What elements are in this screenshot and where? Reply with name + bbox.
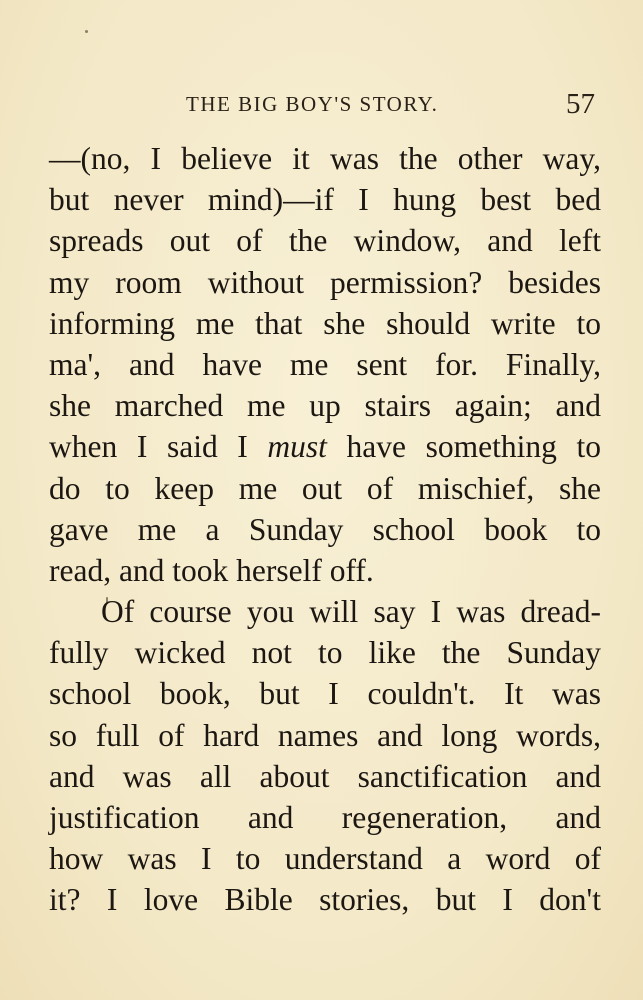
running-head bbox=[0, 88, 643, 124]
ink-speck bbox=[85, 30, 88, 33]
body-text bbox=[49, 138, 601, 921]
text-line: gave me a Sunday school book to bbox=[49, 511, 601, 547]
text-line: do to keep me out of mischief, she bbox=[49, 470, 601, 506]
text-line: and was all about sanctification and bbox=[49, 758, 601, 794]
text-line: but never mind)—if I hung best bed bbox=[49, 182, 601, 218]
text-line: Of course you will say I was dread- bbox=[101, 594, 601, 630]
text-segment: have something to bbox=[326, 429, 601, 465]
italic-word: must bbox=[267, 429, 327, 465]
text-line: so full of hard names and long words, bbox=[49, 717, 601, 753]
paragraph-2 bbox=[49, 591, 601, 921]
text-line: it? I love Bible stories, but I don't bbox=[49, 882, 601, 918]
text-line-with-italic bbox=[49, 426, 601, 467]
text-line: informing me that she should write to bbox=[49, 305, 601, 341]
text-segment: when I said I bbox=[49, 429, 268, 465]
text-line: spreads out of the window, and left bbox=[49, 223, 601, 259]
running-title: THE BIG BOY'S STORY. bbox=[186, 92, 439, 116]
text-line: my room without permission? besides bbox=[49, 264, 601, 300]
text-line: how was I to understand a word of bbox=[49, 841, 601, 877]
text-line: justification and regeneration, and bbox=[49, 800, 601, 835]
text-line: she marched me up stairs again; and bbox=[49, 388, 601, 424]
text-line: ma', and have me sent for. Finally, bbox=[49, 346, 601, 382]
page-number: 57 bbox=[566, 88, 595, 120]
text-line: fully wicked not to like the Sunday bbox=[49, 635, 601, 671]
text-line: —(no, I believe it was the other way, bbox=[49, 141, 601, 176]
text-line: school book, but I couldn't. It was bbox=[49, 676, 601, 712]
text-line: read, and took herself off. bbox=[49, 552, 374, 588]
paragraph-1 bbox=[49, 138, 601, 591]
